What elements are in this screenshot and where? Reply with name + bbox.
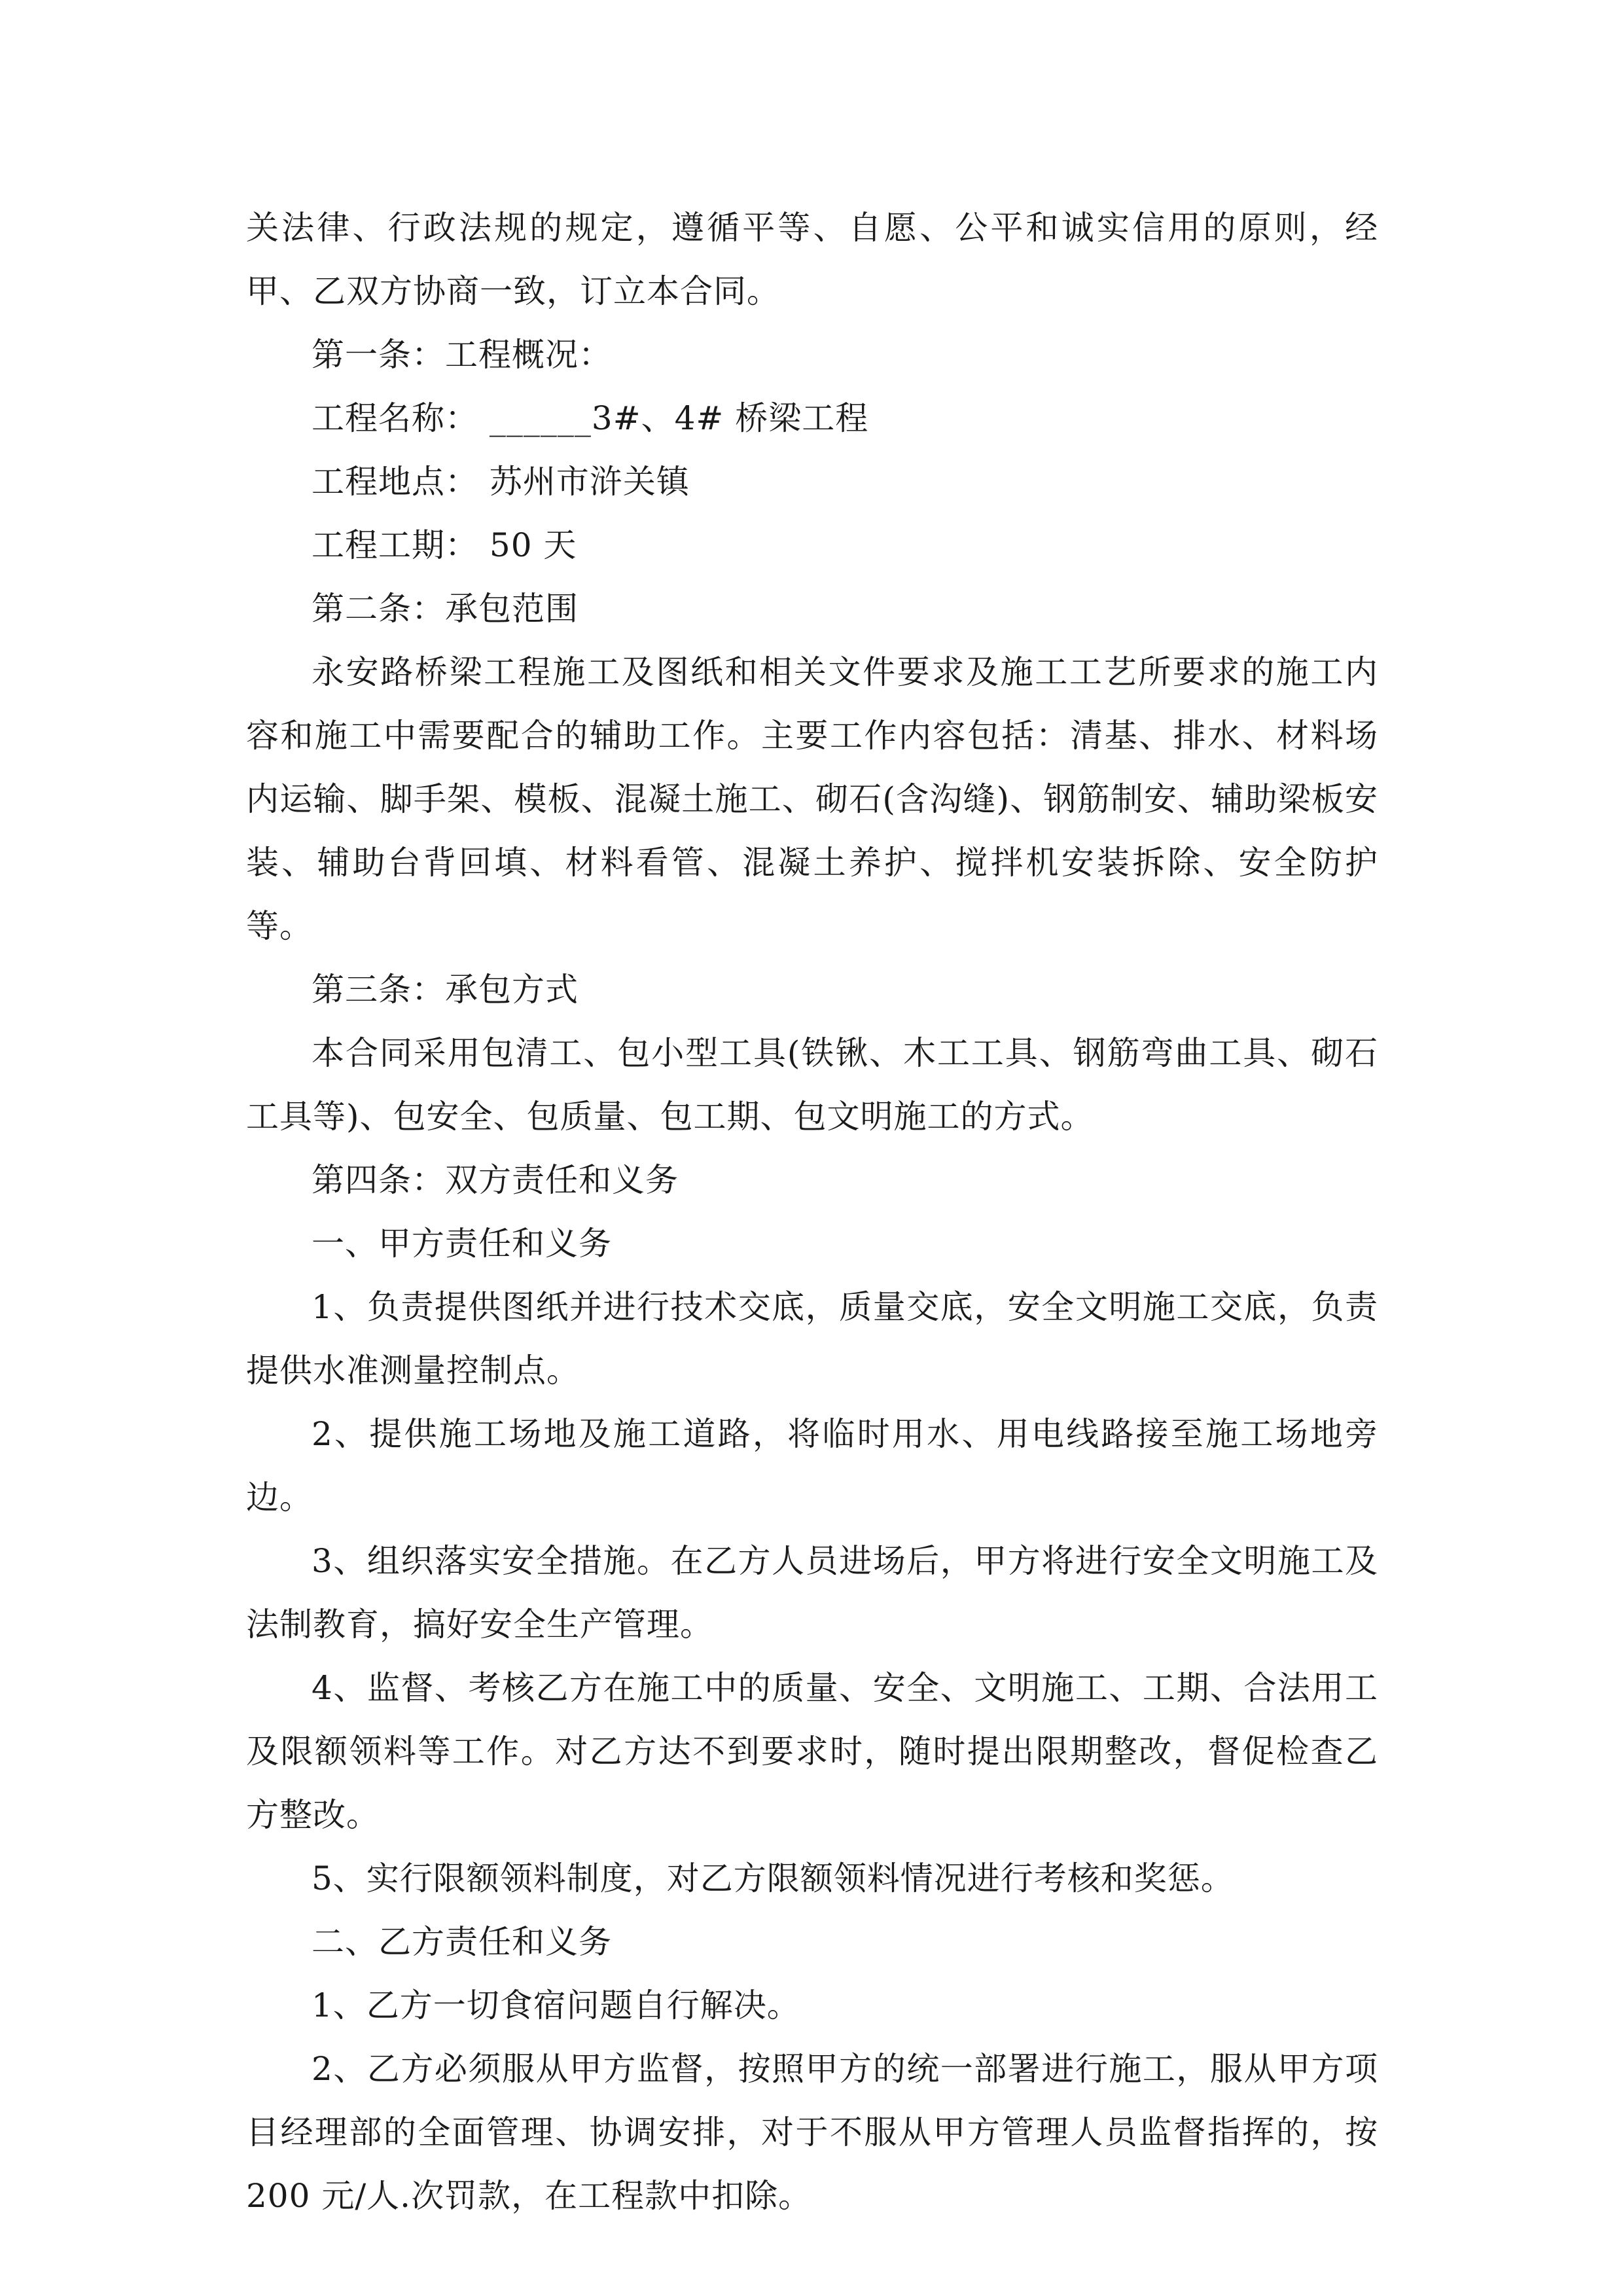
- party-b-item-2: 2、乙方必须服从甲方监督，按照甲方的统一部署进行施工，服从甲方项目经理部的全面管理、协调安排，对于不服从甲方管理人员监督指挥的，按 200 元/人.次罚款，在工程款中扣除。: [246, 2050, 1378, 2215]
- project-name-line: 工程名称： ______3#、4# 桥梁工程: [312, 399, 869, 437]
- party-a-item-3: 3、组织落实安全措施。在乙方人员进场后，甲方将进行安全文明施工及法制教育，搞好安全生产管理。: [246, 1542, 1378, 1643]
- section-party-a-heading: 一、甲方责任和义务: [312, 1225, 612, 1263]
- article-2-heading: 第二条：承包范围: [312, 590, 579, 628]
- paragraph-scope: 永安路桥梁工程施工及图纸和相关文件要求及施工工艺所要求的施工内容和施工中需要配合的辅助工作。主要工作内容包括：清基、排水、材料场内运输、脚手架、模板、混凝土施工、砌石(含沟缝)、钢筋制安、辅助梁板安装、辅助台背回填、材料看管、混凝土养护、搅拌机安装拆除、安全防护等。: [246, 653, 1378, 945]
- paragraph-contract-method: 本合同采用包清工、包小型工具(铁锹、木工工具、钢筋弯曲工具、砌石工具等)、包安全、包质量、包工期、包文明施工的方式。: [246, 1034, 1378, 1136]
- article-4-heading: 第四条：双方责任和义务: [312, 1161, 679, 1199]
- party-a-item-5: 5、实行限额领料制度，对乙方限额领料情况进行考核和奖惩。: [312, 1859, 1234, 1897]
- project-duration-line: 工程工期： 50 天: [312, 526, 577, 564]
- party-a-item-2: 2、提供施工场地及施工道路，将临时用水、用电线路接至施工场地旁边。: [246, 1415, 1378, 1516]
- paragraph-contract-preamble: 关法律、行政法规的规定，遵循平等、自愿、公平和诚实信用的原则，经甲、乙双方协商一致，订立本合同。: [246, 209, 1378, 310]
- party-a-item-4: 4、监督、考核乙方在施工中的质量、安全、文明施工、工期、合法用工及限额领料等工作。对乙方达不到要求时，随时提出限期整改，督促检查乙方整改。: [246, 1669, 1378, 1834]
- project-location-line: 工程地点： 苏州市浒关镇: [312, 463, 690, 501]
- article-3-heading: 第三条：承包方式: [312, 971, 579, 1009]
- section-party-b-heading: 二、乙方责任和义务: [312, 1923, 612, 1961]
- article-1-heading: 第一条：工程概况：: [312, 336, 612, 374]
- party-b-item-1: 1、乙方一切食宿问题自行解决。: [312, 1986, 800, 2024]
- party-a-item-1: 1、负责提供图纸并进行技术交底，质量交底，安全文明施工交底，负责提供水准测量控制点。: [246, 1288, 1378, 1390]
- document-body: [246, 196, 1378, 2228]
